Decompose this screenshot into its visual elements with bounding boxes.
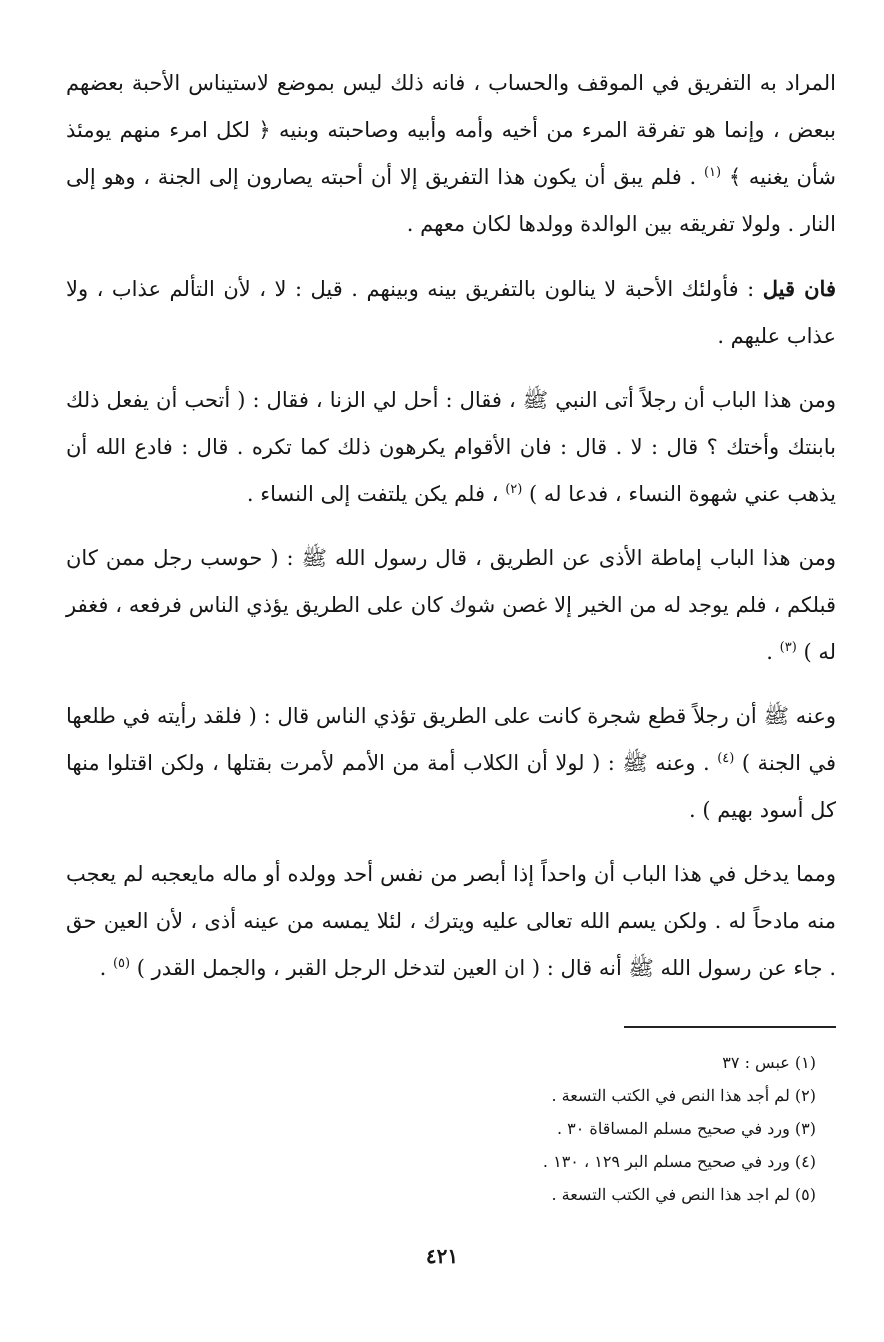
footnote-4: (٤) ورد في صحيح مسلم البر ١٢٩ ، ١٣٠ . [542,1152,816,1171]
paragraph-6 [66,851,836,992]
paragraph-3 [66,377,836,518]
paragraph-2 [66,265,836,360]
paragraph-5-text: وعنه ﷺ أن رجلاً قطع شجرة كانت على الطريق تؤذي الناس قال : ( فلقد رأيته في طلعها في الجنة ) [66,704,836,775]
paragraph-1-tail: . فلم يبق أن يكون هذا التفريق إلا أن أحبته يصارون إلى الجنة ، وهو إلى النار . ولولا تفريقه بين الوالدة وولدها لكان معهم . [66,165,836,236]
footnote-ref-4[interactable]: (٤) [717,751,735,766]
footnote-ref-2[interactable]: (٢) [505,482,523,497]
footnote-ref-5[interactable]: (٥) [112,956,131,971]
main-text [66,60,836,1009]
footnote-2: (٢) لم أجد هذا النص في الكتب التسعة . [551,1086,816,1105]
paragraph-1 [66,60,836,248]
footnotes-list [396,1046,816,1211]
paragraph-4-tail: . [766,640,773,664]
paragraph-6-tail: . [99,956,107,980]
paragraph-5 [66,693,836,834]
footnote-3: (٣) ورد في صحيح مسلم المساقاة ٣٠ . [556,1119,816,1138]
footnote-1: (١) عبس : ٣٧ [722,1053,816,1072]
paragraph-3-text: ومن هذا الباب أن رجلاً أتى النبي ﷺ ، فقال : أحل لي الزنا ، فقال : ( أتحب أن يفعل ذلك بابنتك وأختك ؟ قال : لا . قال : فان الأقوام يكرهون ذلك كما تكره . قال : فادع الله أن يذهب عني شهوة النساء ، فدعا له ) [66,388,836,506]
paragraph-2-lead: فان قيل [762,276,836,301]
footnote-ref-3[interactable]: (٣) [779,640,797,655]
paragraph-6-text: ومما يدخل في هذا الباب أن واحداً إذا أبصر من نفس أحد وولده أو ماله مايعجبه لم يعجب منه مادحاً له . ولكن يسم الله تعالى عليه ويترك ، لئلا يمسه من عينه أذى ، لأن العين حق . جاء عن رسول الله ﷺ أنه قال : ( ان العين لتدخل الرجل القبر ، والجمل القدر ) [66,862,836,980]
paragraph-3-tail: ، فلم يكن يلتفت إلى النساء . [246,482,499,506]
footnote-5: (٥) لم اجد هذا النص في الكتب التسعة . [551,1185,816,1204]
paragraph-5-tail: . وعنه ﷺ : ( لولا أن الكلاب أمة من الأمم لأمرت بقتلها ، ولكن اقتلوا منها كل أسود بهيم ) . [66,751,836,822]
paragraph-4 [66,535,836,676]
paragraph-4-text: ومن هذا الباب إماطة الأذى عن الطريق ، قال رسول الله ﷺ : ( حوسب رجل ممن كان قبلكم ، فلم يوجد له من الخير إلا غصن شوك كان على الطريق يؤذي الناس فرفعه ، فغفر له ) [66,546,836,664]
page-number: ٤٢١ [425,1244,459,1268]
footnote-ref-1[interactable]: (١) [703,165,722,180]
footnote-divider [624,1026,836,1028]
paragraph-1-text: المراد به التفريق في الموقف والحساب ، فانه ذلك ليس بموضع لاستيناس الأحبة بعضهم ببعض ، وإنما هو تفرقة المرء من أخيه وأمه وأبيه وصاحبته وبنيه ﴿ لكل امرء منهم يومئذ شأن يغنيه ﴾ [66,71,836,189]
paragraph-2-text: : فأولئك الأحبة لا ينالون بالتفريق بينه وبينهم . قيل : لا ، لأن التألم عذاب ، ولا عذاب عليهم . [66,277,836,348]
